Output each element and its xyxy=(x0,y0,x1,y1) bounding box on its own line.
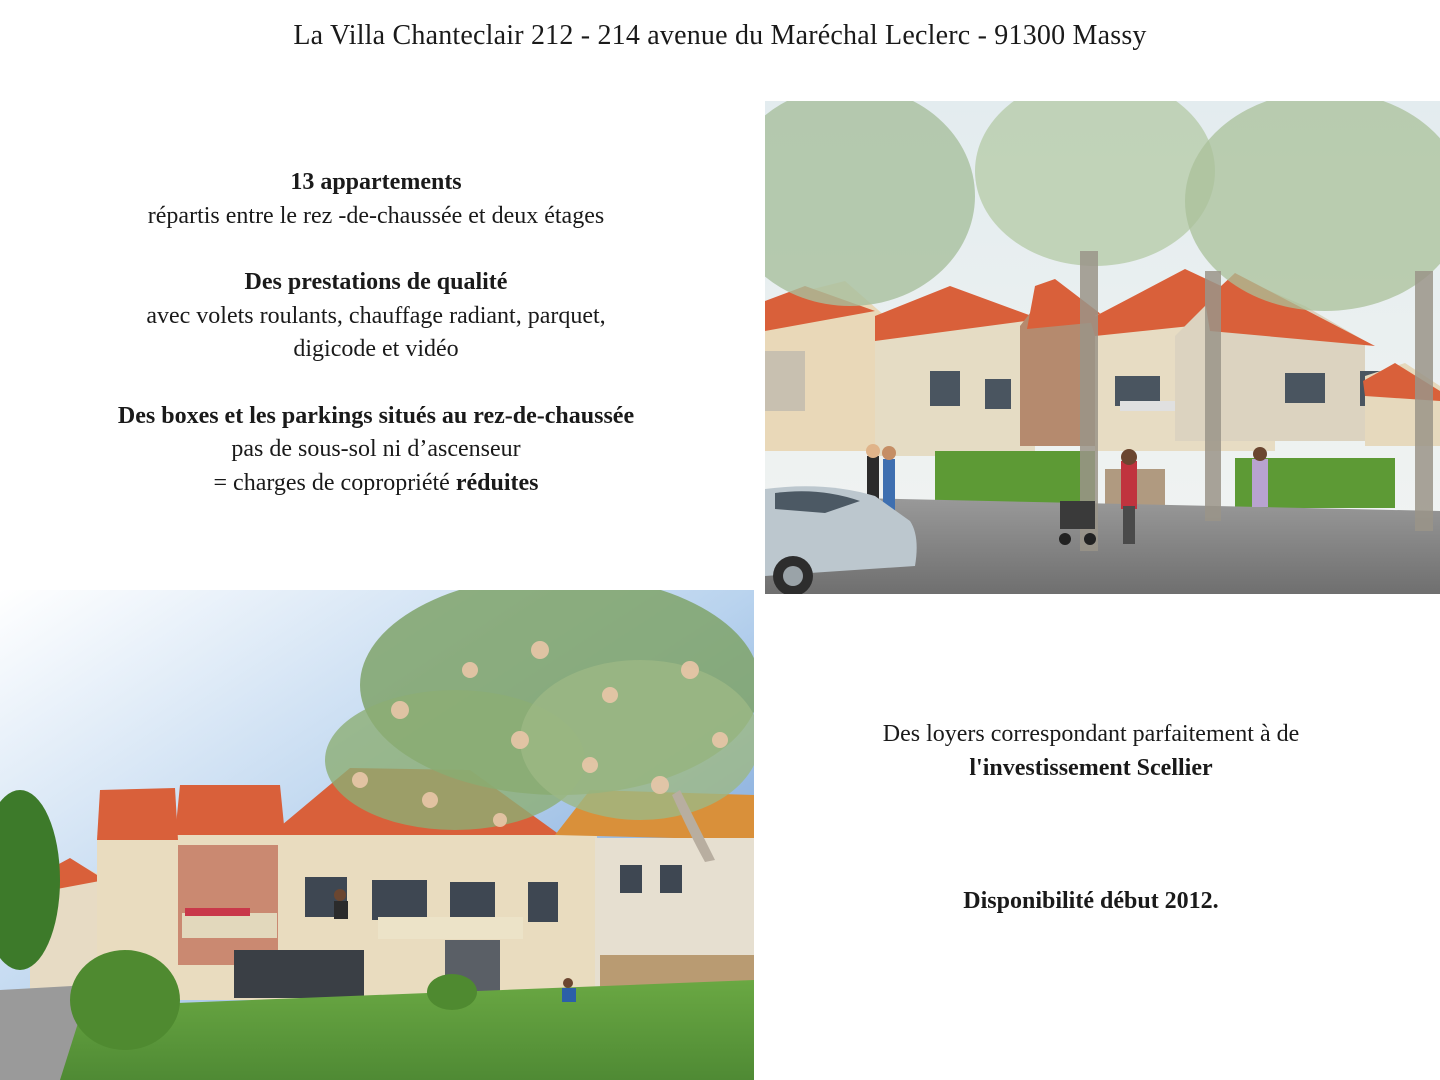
parking-heading: Des boxes et les parkings situés au rez-de-chaussée xyxy=(117,402,635,429)
quality-line-2: digicode et vidéo xyxy=(293,336,459,362)
availability-text: Disponibilité début 2012. xyxy=(963,888,1219,914)
apartments-heading: 13 appartements xyxy=(290,169,462,195)
rental-line-1: Des loyers correspondant parfaitement à de xyxy=(882,721,1300,747)
street-view-rendering xyxy=(765,101,1440,594)
quality-heading: Des prestations de qualité xyxy=(244,269,508,295)
parking-line-2 xyxy=(40,467,712,501)
garden-view-rendering xyxy=(0,590,754,1080)
quality-line-1: avec volets roulants, chauffage radiant, parquet, xyxy=(146,302,606,329)
intro-text-block xyxy=(40,166,712,500)
parking-line-2-bold: réduites xyxy=(455,469,539,496)
page-title: La Villa Chanteclair 212 - 214 avenue du Maréchal Leclerc - 91300 Massy xyxy=(293,20,1147,51)
scellier-line: l'investissement Scellier xyxy=(969,754,1213,781)
parking-line-1: pas de sous-sol ni d’ascenseur xyxy=(231,436,521,462)
apartments-text: répartis entre le rez -de-chaussée et deux étages xyxy=(147,202,605,229)
parking-line-2-prefix: = charges de copropriété xyxy=(213,469,456,496)
rental-text-block xyxy=(830,718,1352,919)
